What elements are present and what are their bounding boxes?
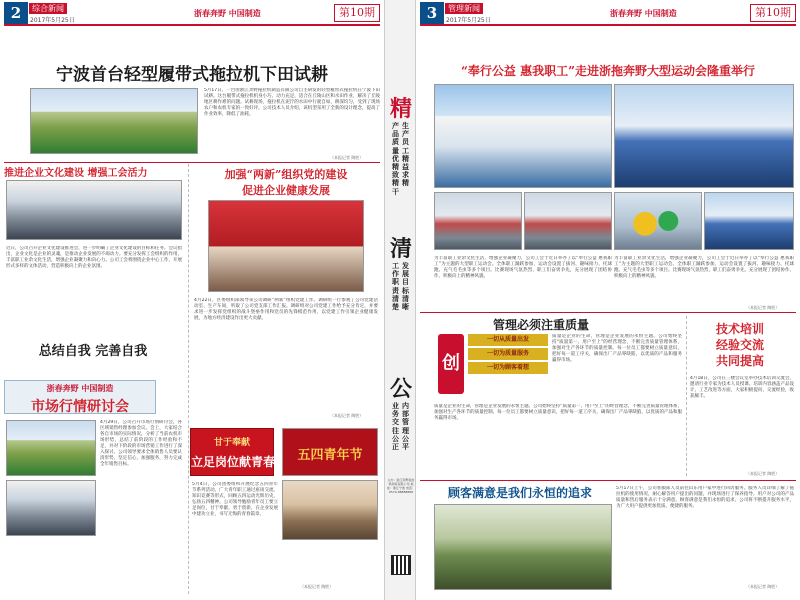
- ad-logo: 浙春奔野 中国制造: [46, 384, 114, 393]
- market-ad-band: [4, 380, 156, 414]
- party-body: 4月22日，区委组织部领导来公司调研“两新”组织党建工作。调研组一行参观了公司党建活动室、生产车间，听取了公司党支部工作汇报。调研组对公司党建工作给予充分肯定，并要求进一步发挥党组织的战斗堡垒作用和党员的先锋模范作用，以党建工作引领企业健康发展，为地方经济建设作出更大贡献。: [194, 298, 378, 321]
- youth-credit: （本报记者 陶胜）: [300, 584, 334, 589]
- customer-visit-photo: [434, 504, 612, 590]
- party-meeting-photo: [208, 200, 364, 292]
- party-credit: （本报记者 陶胜）: [330, 413, 364, 418]
- gutter-char-gong: 公: [389, 376, 412, 402]
- quality-slogan-1: 一切从质量出发: [468, 334, 548, 346]
- right-page-header: [420, 2, 796, 26]
- seminar-photo: [6, 480, 96, 536]
- athletes-crowd-photo: [614, 84, 794, 188]
- article1-body: 5月17日，一台由浙江奔野拖拉机制造有限公司自主研发的轻型履带式拖拉机在宁波下田试耕。这台履带式拖拉机机身小巧、动力充足，适合在丘陵山区和水田作业，解决了丘陵地区耕作难的问题。试耕现场，拖拉机在泥泞的水田中行驶自如，耕深均匀，受到了现场农户和农机专家的一致好评。公司技术人员介绍，该机型采用了全新的设计理念，提高了作业效率，降低了油耗。: [204, 88, 380, 117]
- opening-ceremony-photo: [434, 84, 612, 188]
- gutter-col3: 发展目标清晰: [402, 261, 409, 312]
- right-page: [416, 0, 800, 600]
- tug-game-photo: [434, 192, 522, 250]
- left-headline: 宁波首台轻型履带式拖拉机下田试耕: [56, 65, 328, 85]
- quality-body: 质量是企业的生命，管理是企业发展的永恒主题。公司始终坚持“质量第一、用户至上”的经营理念，不断完善质量管理体系，加强对生产各环节的质量控制。每一位员工都要树立质量意识，把好每一道工序关，确保出厂产品零缺陷，以优质的产品和服务赢得市场。: [434, 404, 682, 421]
- sports-body-right: 为丰富职工业余文化生活，增强企业凝聚力，公司工会于近日举办了以“奉行公益 惠我职工”为主题的大型职工运动会。全体职工踊跃参加，运动会设置了拔河、趣味接力、托球跑、充气毛毛虫等多个项目。比赛现场气氛热烈，职工们奋勇争先，充分展现了团结协作、积极向上的精神风貌。: [614, 256, 794, 279]
- right-divider-line: [420, 312, 796, 313]
- right-divider-line-2: [420, 480, 796, 481]
- gutter-col6: 业务交往公正: [392, 401, 399, 452]
- left-page-header: [4, 2, 380, 26]
- customer-title: 顾客满意是我们永恒的追求: [447, 486, 592, 500]
- sports-credit: （本报记者 陶胜）: [746, 305, 780, 310]
- party-title-line1: 加强“两新”组织党的建设: [224, 168, 348, 181]
- right-page-section: 管理新闻: [445, 3, 483, 14]
- tech-credit: （本报记者 陶胜）: [746, 471, 780, 476]
- market-body: 4月29日，公司召开市场行情研讨会，各区域销售经理参加会议。会上，大家结合各自市场的实际情况，分析了当前农机市场形势，总结了前阶段的工作经验和不足，并对下阶段的市场营销工作进行了深入探讨。公司领导要求全体销售人员要认清形势，坚定信心，加强服务，努力完成全年销售目标。: [100, 420, 182, 467]
- tractor-photo: [6, 420, 96, 476]
- center-gutter: [384, 0, 416, 600]
- culture-title: 推进企业文化建设 增强工会活力: [4, 168, 148, 179]
- culture-body: 近日，公司召开企业文化建设推进会，进一步明确了企业文化建设的目标和任务。会议指出，企业文化是企业的灵魂，是推动企业发展的不竭动力。要充分发挥工会组织的作用，丰富职工业余文化生活，增强企业凝聚力和向心力。公司工会将围绕企业中心工作，开展形式多样的文体活动，营造积极向上的企业氛围。: [6, 246, 182, 269]
- quality-slogan-3: 一切为顾客着想: [468, 362, 548, 374]
- gutter-char-jing: 精: [389, 96, 412, 122]
- left-page-logo: 浙春奔野 中国制造: [194, 9, 261, 18]
- promo-line1: 甘于奉献: [213, 438, 250, 448]
- sports-body-left: 为丰富职工业余文化生活，增强企业凝聚力，公司工会于近日举办了以“奉行公益 惠我职工”为主题的大型职工运动会。全体职工踊跃参加，运动会设置了拔河、趣味接力、托球跑、充气毛毛虫等多个项目。比赛现场气氛热烈，职工们奋勇争先，充分展现了团结协作、积极向上的精神风貌。: [434, 256, 612, 279]
- left-page-section: 综合新闻: [29, 3, 67, 14]
- right-column-separator: [686, 316, 687, 476]
- youth-activity-photo: [282, 480, 378, 540]
- left-page: [0, 0, 384, 600]
- tech-line1: 技术培训: [715, 322, 764, 336]
- article1-credit: （本报记者 陶胜）: [330, 155, 364, 160]
- gutter-col4: 工作职责清楚: [392, 261, 399, 312]
- tech-body: 4月18日，公司在三楼会议室举办技术培训交流会，邀请行业专家为技术人员授课。培训内容涵盖产品设计、工艺改进等方面，大家积极提问、交流经验，收获颇丰。: [690, 376, 794, 399]
- quality-slogan-2: 一切为质量服务: [468, 348, 548, 360]
- promo-line2: 立足岗位献青春: [191, 455, 276, 469]
- gutter-col1: 生产员工精益求精: [402, 121, 409, 188]
- quality-body-top: 质量是企业的生命，管理是企业发展的永恒主题。公司始终坚持“质量第一、用户至上”的经营理念，不断完善质量管理体系，加强对生产各环节的质量控制。每一位员工都要树立质量意识，把好每一道工序关，确保出厂产品零缺陷，以优质的产品和服务赢得市场。: [552, 334, 682, 363]
- summary-title: 总结自我 完善自我: [38, 344, 148, 359]
- qr-code-icon: [391, 555, 411, 575]
- quality-badge-icon: 创: [438, 334, 464, 394]
- tech-training-box: [690, 318, 790, 372]
- left-page-issue: 第10期: [334, 4, 380, 22]
- column-separator: [188, 164, 189, 594]
- market-seminar-title: 市场行情研讨会: [31, 399, 129, 415]
- gutter-col5: 内部管理公平: [402, 401, 409, 452]
- customer-body: 5月17日上午，公司客服部人员前往山东用户家中进行回访服务。服务人员详细了解了拖拉机的使用情况，耐心解答用户提出的问题，并现场进行了保养指导。用户对公司的产品质量和售后服务表示十分满意。顾客满意是我们永恒的追求，公司将不断提升服务水平，为广大用户提供更加优质、便捷的服务。: [616, 486, 794, 509]
- right-headline: “奉行公益 惠我职工”走进浙拖奔野大型运动会隆重举行: [461, 64, 755, 78]
- right-page-logo: 浙春奔野 中国制造: [610, 9, 677, 18]
- youth-day-banner: [282, 428, 378, 476]
- team-lineup-photo: [704, 192, 794, 250]
- divider-line: [4, 162, 380, 163]
- relay-game-photo: [524, 192, 612, 250]
- youth-day-banner-text: 五四青年节: [297, 448, 363, 463]
- quality-title: 管理必须注重质量: [492, 318, 589, 332]
- culture-meeting-photo: [6, 180, 182, 240]
- tractor-field-photo: [30, 88, 198, 154]
- gutter-char-qing: 清: [389, 236, 412, 262]
- right-page-number: 3: [420, 2, 444, 24]
- right-page-issue: 第10期: [750, 4, 796, 22]
- party-title-line2: 促进企业健康发展: [242, 184, 330, 197]
- tech-line3: 共同提高: [715, 354, 764, 368]
- quality-slogans: [468, 334, 548, 376]
- left-page-number: 2: [4, 2, 28, 24]
- customer-credit: （本报记者 陶胜）: [746, 584, 780, 589]
- youth-body: 5月4日，公司团委组织开展纪念五四青年节系列活动。广大青年职工通过座谈交流、知识竞赛等形式，回顾五四运动光辉历史，弘扬五四精神。公司领导勉励青年员工要立足岗位，甘于奉献，勇于创新，在企业发展中建功立业，书写无悔的青春篇章。: [192, 482, 278, 517]
- gutter-col2: 产品质量优精致精干: [392, 121, 399, 196]
- ball-game-photo: [614, 192, 702, 250]
- left-page-date: 2017年5月25日: [30, 17, 75, 24]
- gutter-footer-info: 主办：浙江奔野拖拉机制造有限公司 地址：浙江宁波 电话：0574-88888888: [387, 478, 415, 494]
- tech-line2: 经验交流: [715, 338, 764, 352]
- youth-promo-banner: [190, 428, 274, 476]
- right-page-date: 2017年5月25日: [446, 17, 491, 24]
